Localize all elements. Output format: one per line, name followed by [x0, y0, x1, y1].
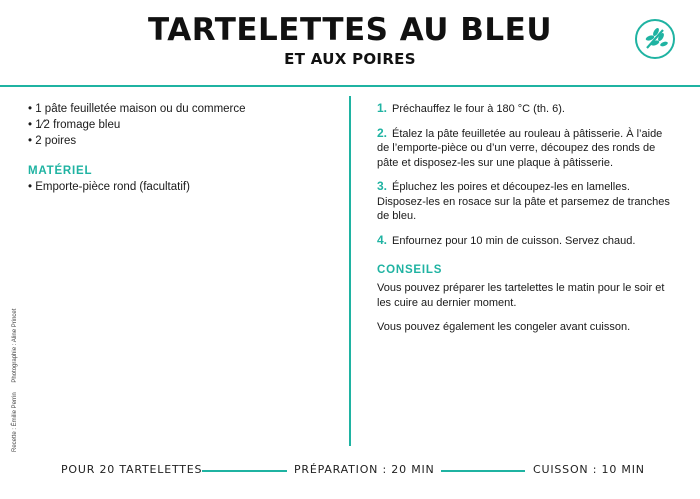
photo-credit: Photographie : Aline Princet: [12, 308, 18, 383]
ingredients-column: [28, 101, 328, 195]
step-number: 1.: [377, 101, 388, 115]
step-text: Préchauffez le four à 180 °C (th. 6).: [392, 103, 565, 115]
tip-paragraph: Vous pouvez également les congeler avant cuisson.: [377, 321, 631, 333]
cook-time-label: CUISSON : 10 MIN: [533, 463, 645, 476]
page-title: TARTELETTES AU BLEU: [148, 12, 552, 48]
herb-leaves-icon: [634, 18, 676, 60]
instructions-column: [377, 101, 677, 345]
footer-bar: [0, 463, 700, 479]
page-subtitle: ET AUX POIRES: [284, 50, 416, 68]
step-3: [377, 179, 677, 224]
step-number: 2.: [377, 125, 388, 140]
materiel-item: • Emporte-pièce rond (facultatif): [28, 181, 190, 193]
conseils-heading: CONSEILS: [377, 264, 443, 276]
step-1: [377, 101, 677, 117]
ingredient-item: • 2 poires: [28, 135, 77, 147]
ingredient-item: • 1⁄2 fromage bleu: [28, 119, 121, 131]
materiel-heading: MATÉRIEL: [28, 165, 93, 177]
step-text: Épluchez les poires et découpez-les en lamelles. Disposez-les en rosace sur la pâte et parsemez de tranches de bleu.: [377, 181, 670, 222]
step-2: [377, 126, 677, 171]
servings-label: POUR 20 TARTELETTES: [61, 463, 203, 476]
step-text: Enfournez pour 10 min de cuisson. Servez chaud.: [392, 234, 636, 247]
step-number: 3.: [377, 179, 388, 193]
step-number: 4.: [377, 232, 388, 247]
column-divider: [349, 96, 351, 446]
footer-divider: [441, 470, 525, 472]
tip-paragraph: Vous pouvez préparer les tartelettes le matin pour le soir et les cuire au dernier moment.: [377, 282, 665, 309]
step-text: Étalez la pâte feuilletée au rouleau à pâtisserie. À l’aide de l’emporte-pièce ou d’un verre, découpez des ronds de pâte et disposez-les sur une plaque à pâtisserie.: [377, 127, 663, 169]
prep-time-label: PRÉPARATION : 20 MIN: [294, 463, 435, 476]
ingredient-item: • 1 pâte feuilletée maison ou du commerce: [28, 103, 246, 115]
recipe-credit: Recette : Émilie Perrin: [12, 392, 18, 452]
footer-divider: [202, 470, 287, 472]
header-divider: [0, 85, 700, 87]
photo-credits: [12, 301, 18, 452]
step-4: [377, 233, 677, 249]
